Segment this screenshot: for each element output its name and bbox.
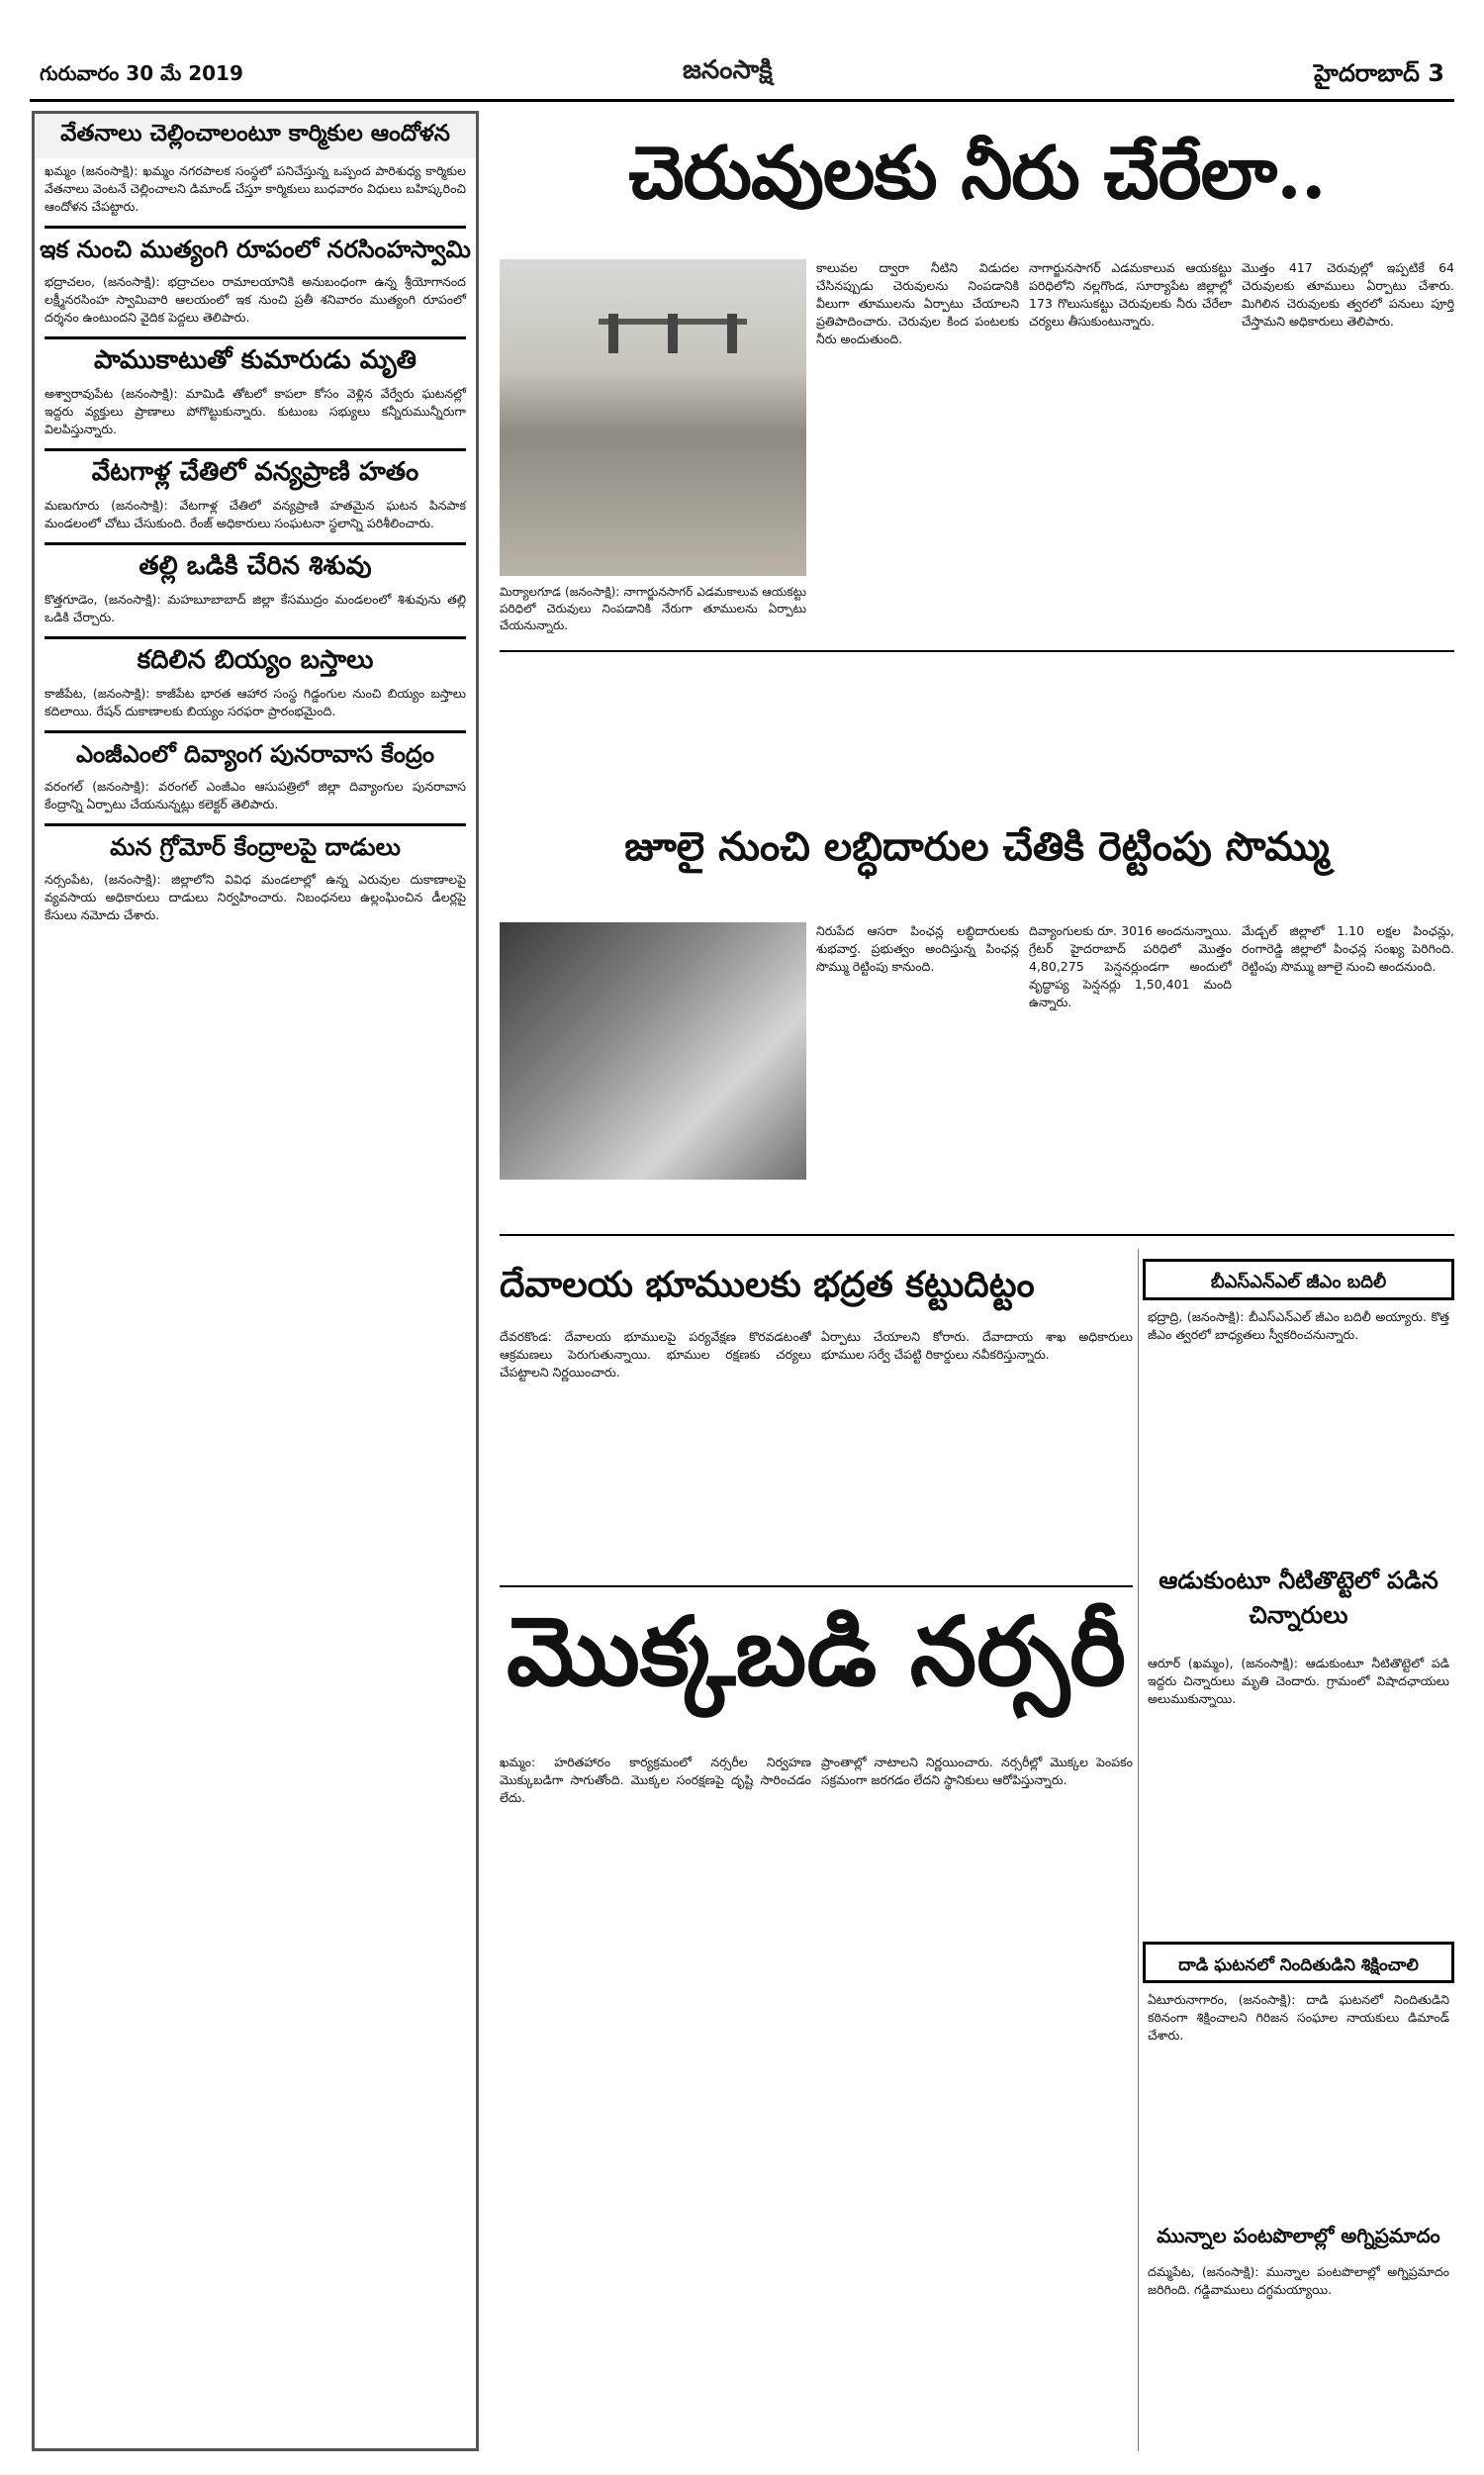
left-headline-7: మన గ్రోమోర్ కేంద్రాలపై దాడులు — [110, 832, 401, 861]
banner-body: ఖమ్మం (జనంసాక్షి): ఖమ్మం నగరపాలక సంస్థలో పనిచేస్తున్న ఒప్పంద పారిశుధ్య కార్మికుల వేతనాలు వెంటనే చెల్లించాలని డిమాండ్ చేస్తూ కార్మికులు బుధవారం విధులు బహిష్కరించి ఆందోళన చేపట్టారు. — [45, 163, 466, 214]
assault-box-headline: దాడి ఘటనలో నిందితుడిని శిక్షించాలి — [1143, 1942, 1454, 1983]
left-body-5: కాజీపేట, (జనంసాక్షి): కాజీపేట భారత ఆహార సంస్థ గిడ్డంగుల నుంచి బియ్యం బస్తాలు కదిలాయి. రేషన్ దుకాణాలకు బియ్యం సరఫరా ప్రారంభమైంది. — [45, 686, 466, 718]
children-drowning-body: ఆరూర్ (ఖమ్మం), (జనంసాక్షి): ఆడుకుంటూ నీటితొట్టెలో పడి ఇద్దరు చిన్నారులు మృతి చెందారు. గ్రామంలో విషాదఛాయలు అలుముకున్నాయి. — [1148, 1656, 1449, 1706]
divider — [45, 448, 466, 451]
nursery-headline: మొక్కబడి నర్సరీ — [506, 1595, 1127, 1707]
pension-headline: జూలై నుంచి లబ్ధిదారుల చేతికి రెట్టింపు సొమ్ము — [624, 823, 1330, 870]
lead-headline: చెరువులకు నీరు చేరేలా.. — [628, 131, 1326, 216]
story1-column-3: మొత్తం 417 చెరువుల్లో ఇప్పటికే 64 చెరువులకు తూములు ఏర్పాటు చేశారు. మిగిలిన చెరువులకు త్వరలో పనులు పూర్తి చేస్తామని అధికారులు తెలిపారు. — [1242, 260, 1454, 329]
newspaper-logo: జనంసాక్షి — [683, 55, 773, 85]
left-body-2: అశ్వారావుపేట (జనంసాక్షి): మామిడి తోటలో కాపలా కోసం వెళ్లిన వేర్వేరు ఘటనల్లో ఇద్దరు వ్యక్తులు ప్రాణాలు పోగొట్టుకున్నారు. కుటుంబ సభ్యులు కన్నీరుమున్నీరుగా విలపిస్తున్నారు. — [45, 386, 466, 436]
divider — [45, 636, 466, 639]
assault-box-body: ఏటూరునాగారం, (జనంసాక్షి): దాడి ఘటనలో నిందితుడిని కఠినంగా శిక్షించాలని గిరిజన సంఘాల నాయకులు డిమాండ్ చేశారు. — [1148, 1992, 1449, 2043]
story4-column-1: ఖమ్మం: హరితహారం కార్యక్రమంలో నర్సరీల నిర్వహణ మొక్కుబడిగా సాగుతోంది. మొక్కల సంరక్షణపై దృష్టి సారించడం లేదు. — [500, 1755, 811, 1805]
left-body-7: నర్సంపేట, (జనంసాక్షి): జిల్లాలోని వివిధ మండలాల్లో ఉన్న ఎరువుల దుకాణాలపై వ్యవసాయ అధికారులు దాడులు నిర్వహించారు. నిబంధనలు ఉల్లంఘించిన డీలర్లపై కేసులు నమోదు చేశారు. — [45, 872, 466, 922]
issue-date: గురువారం 30 మే 2019 — [40, 61, 243, 85]
city-page-number: హైదరాబాద్ 3 — [1314, 59, 1444, 87]
banner-headline: వేతనాలు చెల్లించాలంటూ కార్మికుల ఆందోళన — [35, 114, 476, 158]
bsnl-box-headline: బీఎస్ఎన్ఎల్ జీఎం బదిలీ — [1143, 1259, 1454, 1300]
masthead-rule — [30, 99, 1454, 102]
canal-photo — [500, 259, 806, 576]
story2-column-3: మేడ్చల్ జిల్లాలో 1.10 లక్షల పింఛన్లు, రంగారెడ్డి జిల్లాలో పింఛన్ల సంఖ్య పెరిగింది. రెట్టింపు సొమ్ము జూలై నుంచి అందనుంది. — [1242, 923, 1454, 974]
left-headline-5: కదిలిన బియ్యం బస్తాలు — [137, 645, 374, 675]
divider — [45, 226, 466, 229]
left-body-1: భద్రాచలం, (జనంసాక్షి): భద్రాచలం రామాలయానికి అనుబంధంగా ఉన్న శ్రీయోగానంద లక్ష్మీనరసింహ స్వామివారి ఆలయంలో ఇక నుంచి ప్రతీ శనివారం ముత్యంగి రూపంలో దర్శనం ఉంటుందని వైదిక పెద్దలు తెలిపారు. — [45, 274, 466, 325]
dam-post — [608, 314, 618, 353]
story3-column-2: ఏర్పాటు చేయాలని కోరారు. దేవాదాయ శాఖ అధికారులు భూముల సర్వే చేపట్టి రికార్డులు నవీకరిస్తున్నారు. — [821, 1329, 1133, 1362]
bsnl-box-body: భద్రాద్రి, (జనంసాక్షి): బీఎస్ఎన్ఎల్ జీఎం బదిలీ అయ్యారు. కొత్త జీఎం త్వరలో బాధ్యతలు స్వీకరించనున్నారు. — [1148, 1309, 1449, 1342]
left-headline-1: ఇక నుంచి ముత్యంగి రూపంలో నరసింహస్వామి — [40, 235, 471, 263]
story3-column-1: దేవరకొండ: దేవాలయ భూములపై పర్యవేక్షణ కొరవడటంతో ఆక్రమణలు పెరుగుతున్నాయి. భూముల రక్షణకు చర్యలు చేపట్టాలని నిర్ణయించారు. — [500, 1329, 811, 1380]
divider — [45, 542, 466, 545]
story2-column-2: దివ్యాంగులకు రూ. 3016 అందనున్నాయి. గ్రేటర్ హైదరాబాద్ పరిధిలో మొత్తం 4,80,275 పెన్షనర్లుండగా అందులో వృద్ధాప్య పెన్షనర్లు 1,50,401 మంది ఉన్నారు. — [1029, 923, 1232, 1009]
left-headline-4: తల్లి ఒడికి చేరిన శిశువు — [139, 551, 372, 581]
section-rule — [500, 650, 1454, 652]
left-body-4: కొత్తగూడెం, (జనంసాక్షి): మహబూబాబాద్ జిల్లా కేసముద్రం మండలంలో శిశువును తల్లి ఒడికి చేర్చారు. — [45, 592, 466, 624]
temple-land-headline: దేవాలయ భూములకు భద్రత కట్టుదిట్టం — [500, 1264, 1035, 1305]
section-rule — [500, 1585, 1133, 1587]
left-news-column — [32, 111, 479, 2451]
divider — [45, 336, 466, 339]
left-headline-3: వేటగాళ్ల చేతిలో వన్యప్రాణి హతం — [91, 457, 419, 487]
fire-accident-headline: మున్నాల పంటపొలాల్లో అగ్నిప్రమాదం — [1157, 2224, 1440, 2247]
masthead — [0, 0, 1484, 109]
divider — [45, 823, 466, 826]
photo-caption: మిర్యాలగూడ (జనంసాక్షి): నాగార్జునసాగర్ ఎడమకాలువ ఆయకట్టు పరిధిలో చెరువులు నింపడానికి నేరుగా తూములను ఏర్పాటు చేయనున్నారు. — [500, 585, 806, 632]
dam-post — [727, 314, 737, 353]
dam-post — [668, 314, 678, 353]
left-headline-6: ఎంజీఎంలో దివ్యాంగ పునరావాస కేంద్రం — [75, 739, 435, 768]
main-news-area — [500, 111, 1454, 2451]
story4-column-2: ప్రాంతాల్లో నాటాలని నిర్ణయించారు. నర్సరీల్లో మొక్కల పెంపకం సక్రమంగా జరగడం లేదని స్థానికులు ఆరోపిస్తున్నారు. — [821, 1755, 1133, 1787]
divider — [45, 730, 466, 733]
children-drowning-headline: ఆడుకుంటూ నీటితొట్టెలో పడిన చిన్నారులు — [1159, 1566, 1438, 1629]
story1-column-1: కాలువల ద్వారా నీటిని విడుదల చేసినప్పుడు చెరువులను నింపడానికి వీలుగా తూములను ఏర్పాటు చేయాలని ప్రతిపాదించారు. చెరువుల కింద పంటలకు నీరు అందుతుంది. — [816, 260, 1019, 346]
fire-accident-body: దమ్మపేట, (జనంసాక్షి): మున్నాల పంటపొలాల్లో అగ్నిప్రమాదం జరిగింది. గడ్డివాములు దగ్ధమయ్యాయి. — [1148, 2264, 1449, 2297]
left-headline-2: పాముకాటుతో కుమారుడు మృతి — [94, 345, 417, 375]
pension-photo — [500, 922, 806, 1180]
story2-column-1: నిరుపేద ఆసరా పింఛన్ల లబ్ధిదారులకు శుభవార్త. ప్రభుత్వం అందిస్తున్న పింఛన్ల సొమ్ము రెట్టింపు కానుంది. — [816, 923, 1019, 974]
story1-column-2: నాగార్జునసాగర్ ఎడమకాలువ ఆయకట్టు పరిధిలోని నల్లగొండ, సూర్యాపేట జిల్లాల్లో 173 గొలుసుకట్టు చెరువులకు నీరు చేరేలా చర్యలు తీసుకుంటున్నారు. — [1029, 260, 1232, 329]
left-body-6: వరంగల్ (జనంసాక్షి): వరంగల్ ఎంజీఎం ఆసుపత్రిలో జిల్లా దివ్యాంగుల పునరావాస కేంద్రాన్ని ఏర్పాటు చేయనున్నట్లు కలెక్టర్ తెలిపారు. — [45, 779, 466, 811]
section-rule — [500, 1234, 1454, 1236]
column-divider — [1138, 1249, 1139, 2451]
left-body-3: మణుగూరు (జనంసాక్షి): వేటగాళ్ల చేతిలో వన్యప్రాణి హతమైన ఘటన పినపాక మండలంలో చోటు చేసుకుంది. రేంజ్ అధికారులు సంఘటనా స్థలాన్ని పరిశీలించారు. — [45, 498, 466, 530]
